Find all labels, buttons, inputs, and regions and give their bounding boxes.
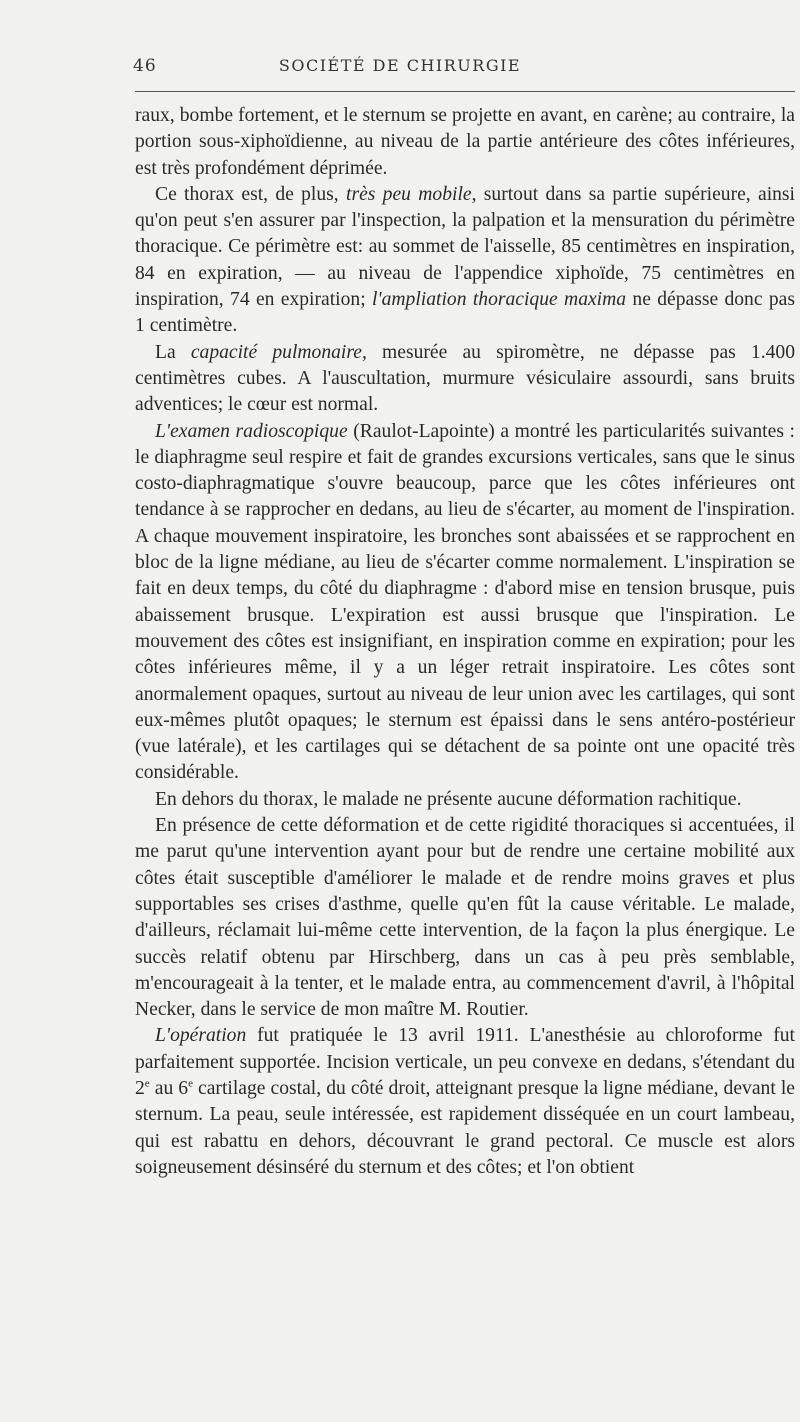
paragraph-7: L'opération fut pratiquée le 13 avril 1911. L'anesthésie au chloroforme fut parfaitement supportée. Incision verticale, un peu convexe en dedans, s'étendant du 2e au 6e cartilage costal, du côté droit, atteignant presque la ligne médiane, devant le sternum. La peau, seule intéressée, est rapidement disséquée en un court lambeau, qui est rabattu en dehors, découvrant le grand pectoral. Ce muscle est alors soigneusement désinséré du sternum et des côtes; et l'on obtient <box>135 1025 795 1178</box>
superscript: e <box>188 1077 193 1090</box>
body-text <box>135 103 795 1181</box>
italic-term: l'ampliation thoracique maxima <box>371 289 627 311</box>
paragraph-6: En présence de cette déformation et de cette rigidité thoraciques si accentuées, il me parut qu'une intervention ayant pour but de rendre une certaine mobilité aux côtes était susceptible d'améliorer le malade et de rendre moins graves et plus supportables ses crises d'asthme, quelle qu'en fût la cause véritable. Le malade, d'ailleurs, réclamait lui-même cette intervention, de la façon la plus énergique. Le succès relatif obtenu par Hirschberg, dans un cas à peu près semblable, m'encourageait à la tenter, et le malade entra, au commencement d'avril, à l'hôpital Necker, dans le service de mon maître M. Routier. <box>135 815 795 1021</box>
paragraph-4: L'examen radioscopique (Raulot-Lapointe) a montré les particularités suivantes : le diaphragme seul respire et fait de grandes excursions verticales, sans que le sinus costo-diaphragmatique s'ouvre beaucoup, parce que les côtes inférieures ont tendance à se rapprocher en dedans, au lieu de s'écarter, au moment de l'inspiration. A chaque mouvement inspiratoire, les bronches sont abaissées et se rapprochent en bloc de la ligne médiane, au lieu de s'écarter comme normalement. L'inspiration se fait en deux temps, du côté du diaphragme : d'abord mise en tension brusque, puis abaissement brusque. L'expiration est aussi brusque que l'inspiration. Le mouvement des côtes est insignifiant, en inspiration comme en expiration; pour les côtes inférieures même, il y a un léger retrait inspiratoire. Les côtes sont anormalement opaques, surtout au niveau de leur union avec les cartilages, qui sont eux-mêmes plutôt opaques; le sternum est épaissi dans le sens antéro-postérieur (vue latérale), et les cartilages qui se détachent de sa pointe ont une opacité très considérable. <box>135 420 795 784</box>
paragraph-1: raux, bombe fortement, et le sternum se projette en avant, en carène; au contraire, la portion sous-xiphoïdienne, au niveau de la partie antérieure des côtes inférieures, est très profondément déprimée. <box>135 105 795 179</box>
italic-term: très peu mobile <box>346 183 472 205</box>
paragraph-5: En dehors du thorax, le malade ne présente aucune déformation rachitique. <box>155 788 742 810</box>
header-rule <box>135 91 795 92</box>
page-number: 46 <box>133 56 157 76</box>
superscript: e <box>144 1077 150 1090</box>
italic-term: L'examen radioscopique <box>155 420 348 442</box>
italic-term: capacité pulmonaire <box>190 341 362 363</box>
italic-term: L'opération <box>155 1025 247 1047</box>
running-head <box>0 56 800 80</box>
journal-title: SOCIÉTÉ DE CHIRURGIE <box>278 56 522 75</box>
paragraph-3: La capacité pulmonaire, mesurée au spiromètre, ne dépasse pas 1.400 centimètres cubes. A l'auscultation, murmure vésiculaire assourdi, sans bruits adventices; le cœur est normal. <box>135 341 795 416</box>
paragraph-2: Ce thorax est, de plus, très peu mobile, surtout dans sa partie supérieure, ainsi qu'on peut s'en assurer par l'inspection, la palpation et la mensuration du périmètre thoracique. Ce périmètre est: au sommet de l'aisselle, 85 centimètres en inspiration, 84 en expiration, — au niveau de l'appendice xiphoïde, 75 centimètres en inspiration, 74 en expiration; l'ampliation thoracique maxima ne dépasse donc pas 1 centimètre. <box>135 183 795 337</box>
